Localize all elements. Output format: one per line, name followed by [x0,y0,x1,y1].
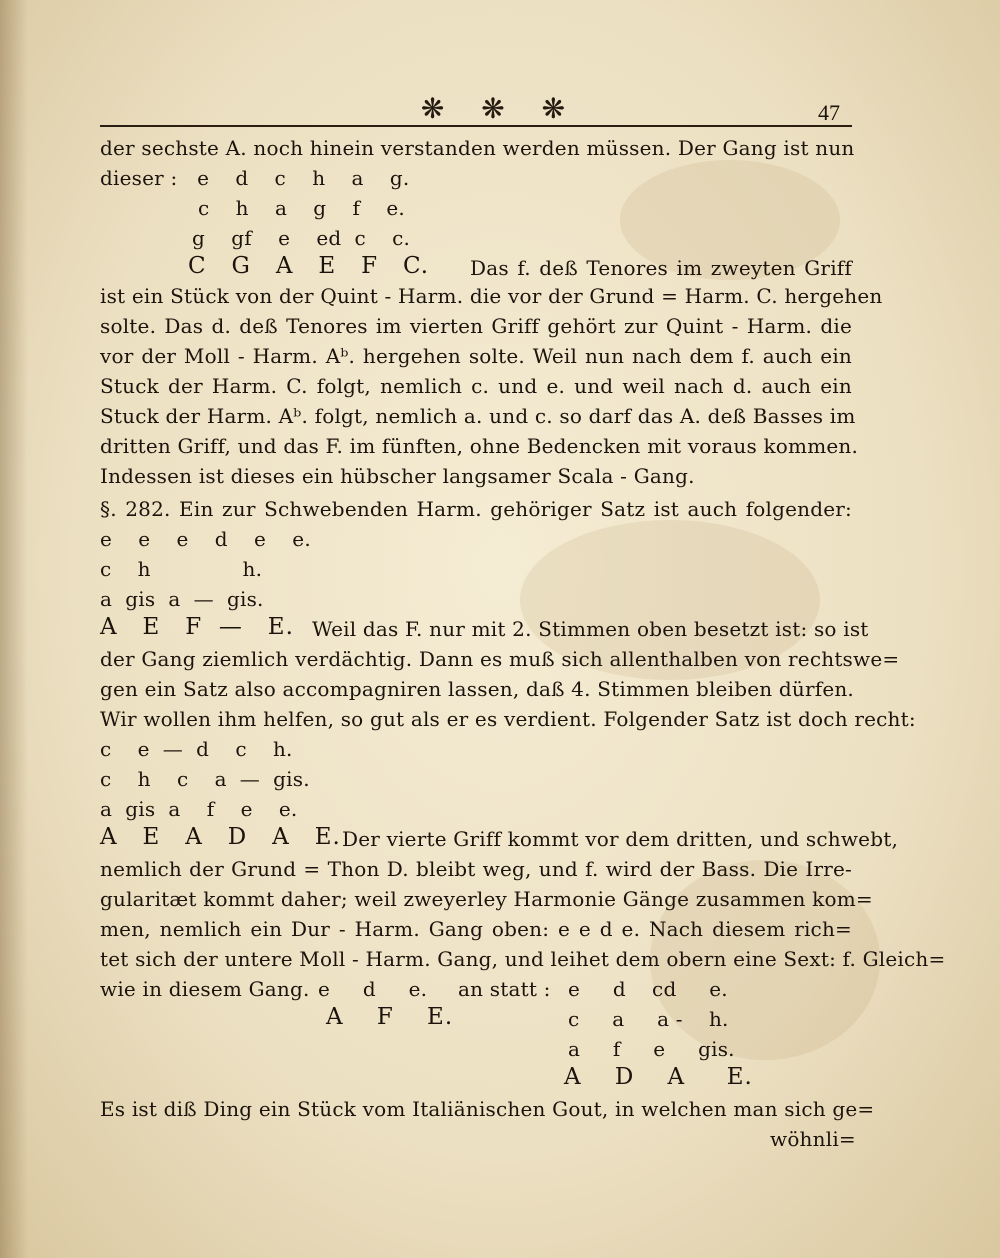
header-ornament: ❋ ❋ ❋ [420,92,580,125]
binding-shadow [0,0,28,1258]
notation-line: a f e gis. [568,1037,735,1061]
text-line: Das f. deß Tenores im zweyten Griff [470,256,852,280]
bass-line: C G A E F C. [188,253,430,279]
text-line: dritten Griff, und das F. im fünften, ohne Bedencken mit voraus kommen. [100,434,859,458]
section-heading: §. 282. Ein zur Schwebenden Harm. gehöriger Satz ist auch folgender: [100,497,852,521]
text-line: solte. Das d. deß Tenores im vierten Griff gehört zur Quint - Harm. die [100,314,852,338]
bass-line: A D A E. [564,1064,753,1090]
text-line: ist ein Stück von der Quint - Harm. die vor der Grund = Harm. C. hergehen [100,284,883,308]
notation-line: a gis a f e e. [100,797,298,821]
bass-line: A E F — E. [100,614,294,640]
text-line: Stuck der Harm. C. folgt, nemlich c. und e. und weil nach d. auch ein [100,374,852,398]
text-line: tet sich der untere Moll - Harm. Gang, und leihet dem obern eine Sext: f. Gleich= [100,947,946,971]
text-line: gularitæt kommt daher; weil zweyerley Harmonie Gänge zusammen kom= [100,887,873,911]
bass-line: A E A D A E. [100,824,341,850]
text-line: wie in diesem Gang. [100,977,310,1001]
notation-line: c h a g f e. [198,196,405,220]
text-line: Stuck der Harm. Aᵇ. folgt, nemlich a. und c. so darf das A. deß Basses im [100,404,856,428]
header-rule [100,125,852,127]
text-line: Es ist diß Ding ein Stück vom Italiänischen Gout, in welchen man sich ge= [100,1097,875,1121]
notation-line: dieser : e d c h a g. [100,166,410,190]
text-line: der Gang ziemlich verdächtig. Dann es muß sich allenthalben von rechtswe= [100,647,900,671]
notation-line: e d cd e. [568,977,728,1001]
text-line: Indessen ist dieses ein hübscher langsamer Scala - Gang. [100,464,695,488]
notation-line: a gis a — gis. [100,587,264,611]
text-line: der sechste A. noch hinein verstanden werden müssen. Der Gang ist nun [100,136,855,160]
text-line: an statt : [458,977,551,1001]
notation-line: c h h. [100,557,263,581]
text-line: men, nemlich ein Dur - Harm. Gang oben: e e d e. Nach diesem rich= [100,917,852,941]
text-line: gen ein Satz also accompagniren lassen, daß 4. Stimmen bleiben dürfen. [100,677,854,701]
notation-line: c a a - h. [568,1007,729,1031]
text-line: Wir wollen ihm helfen, so gut als er es verdient. Folgender Satz ist doch recht: [100,707,916,731]
catchword: wöhnli= [770,1127,856,1151]
notation-line: c h c a — gis. [100,767,310,791]
text-line: vor der Moll - Harm. Aᵇ. hergehen solte. Weil nun nach dem f. auch ein [100,344,852,368]
notation-line: c e — d c h. [100,737,293,761]
text-line: nemlich der Grund = Thon D. bleibt weg, und f. wird der Bass. Die Irre- [100,857,852,881]
notation-line: g gf e ed c c. [192,226,411,250]
page-number: 47 [818,100,840,125]
notation-line: e d e. [318,977,428,1001]
notation-line: e e e d e e. [100,527,311,551]
text-line: Weil das F. nur mit 2. Stimmen oben besetzt ist: so ist [312,617,869,641]
bass-line: A F E. [326,1004,454,1030]
text-line: Der vierte Griff kommt vor dem dritten, und schwebt, [342,827,898,851]
